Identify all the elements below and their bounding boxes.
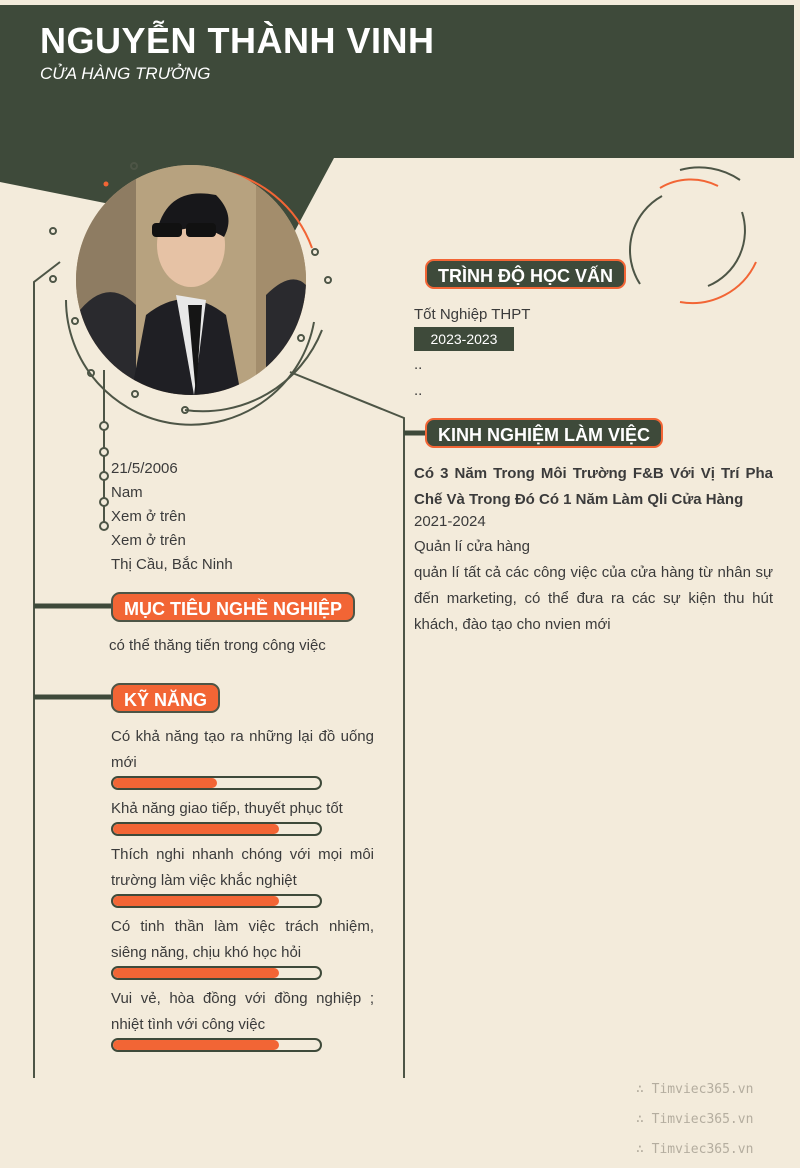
skill-bar <box>111 894 322 908</box>
skill-bar-fill <box>113 778 217 788</box>
dob-text: 21/5/2006 <box>111 460 178 477</box>
skill-bar <box>111 966 322 980</box>
watermark-text: ∴ Timviec365.vn <box>636 1142 754 1157</box>
skill-bar-fill <box>113 896 279 906</box>
skill-bar-fill <box>113 824 279 834</box>
skill-label: Khả năng giao tiếp, thuyết phục tốt <box>111 800 343 817</box>
skill-bar <box>111 822 322 836</box>
education-line-1: .. <box>414 356 423 373</box>
skill-label: Có khả năng tạo ra những lại đồ uống mới <box>111 728 374 771</box>
skill-bar-fill <box>113 968 279 978</box>
experience-company: Có 3 Năm Trong Môi Trường F&B Với Vị Trí Pha Chế Và Trong Đó Có 1 Năm Làm Qli Cửa Hàng <box>414 465 773 508</box>
skill-label: Vui vẻ, hòa đồng với đồng nghiệp ; nhiệt tình với công việc <box>111 990 374 1033</box>
watermark-text: ∴ Timviec365.vn <box>636 1112 754 1127</box>
address-text: Thị Cầu, Bắc Ninh <box>111 556 233 573</box>
objective-heading: MỤC TIÊU NGHỀ NGHIỆP <box>111 592 355 622</box>
skill-bar-fill <box>113 1040 279 1050</box>
candidate-role: CỬA HÀNG TRƯỞNG <box>40 64 211 83</box>
skill-label: Thích nghi nhanh chóng với mọi môi trường làm việc khắc nghiệt <box>111 846 374 889</box>
skills-heading: KỸ NĂNG <box>111 683 220 713</box>
education-period-badge: 2023-2023 <box>414 327 514 351</box>
experience-position: Quản lí cửa hàng <box>414 538 530 555</box>
profile-photo <box>76 165 306 395</box>
gender-text: Nam <box>111 484 143 501</box>
left-rail <box>34 262 60 1078</box>
education-line-2: .. <box>414 382 423 399</box>
candidate-name: NGUYỄN THÀNH VINH <box>40 20 435 61</box>
experience-description: quản lí tất cả các công việc của cửa hàng từ nhân sự đến marketing, có thể đưa ra các sự kiện thu hút khách, đào tạo cho nvien mới <box>414 564 773 633</box>
email-text: Xem ở trên <box>111 532 186 549</box>
phone-text: Xem ở trên <box>111 508 186 525</box>
skill-label: Có tinh thần làm việc trách nhiệm, siêng năng, chịu khó học hỏi <box>111 918 374 961</box>
watermark-text: ∴ Timviec365.vn <box>636 1082 754 1097</box>
experience-period: 2021-2024 <box>414 513 486 530</box>
experience-heading: KINH NGHIỆM LÀM VIỆC <box>425 418 663 448</box>
education-school: Tốt Nghiệp THPT <box>414 306 531 323</box>
education-heading: TRÌNH ĐỘ HỌC VẤN <box>425 259 626 289</box>
objective-text: có thể thăng tiến trong công việc <box>109 637 326 654</box>
skill-bar <box>111 1038 322 1052</box>
skill-bar <box>111 776 322 790</box>
